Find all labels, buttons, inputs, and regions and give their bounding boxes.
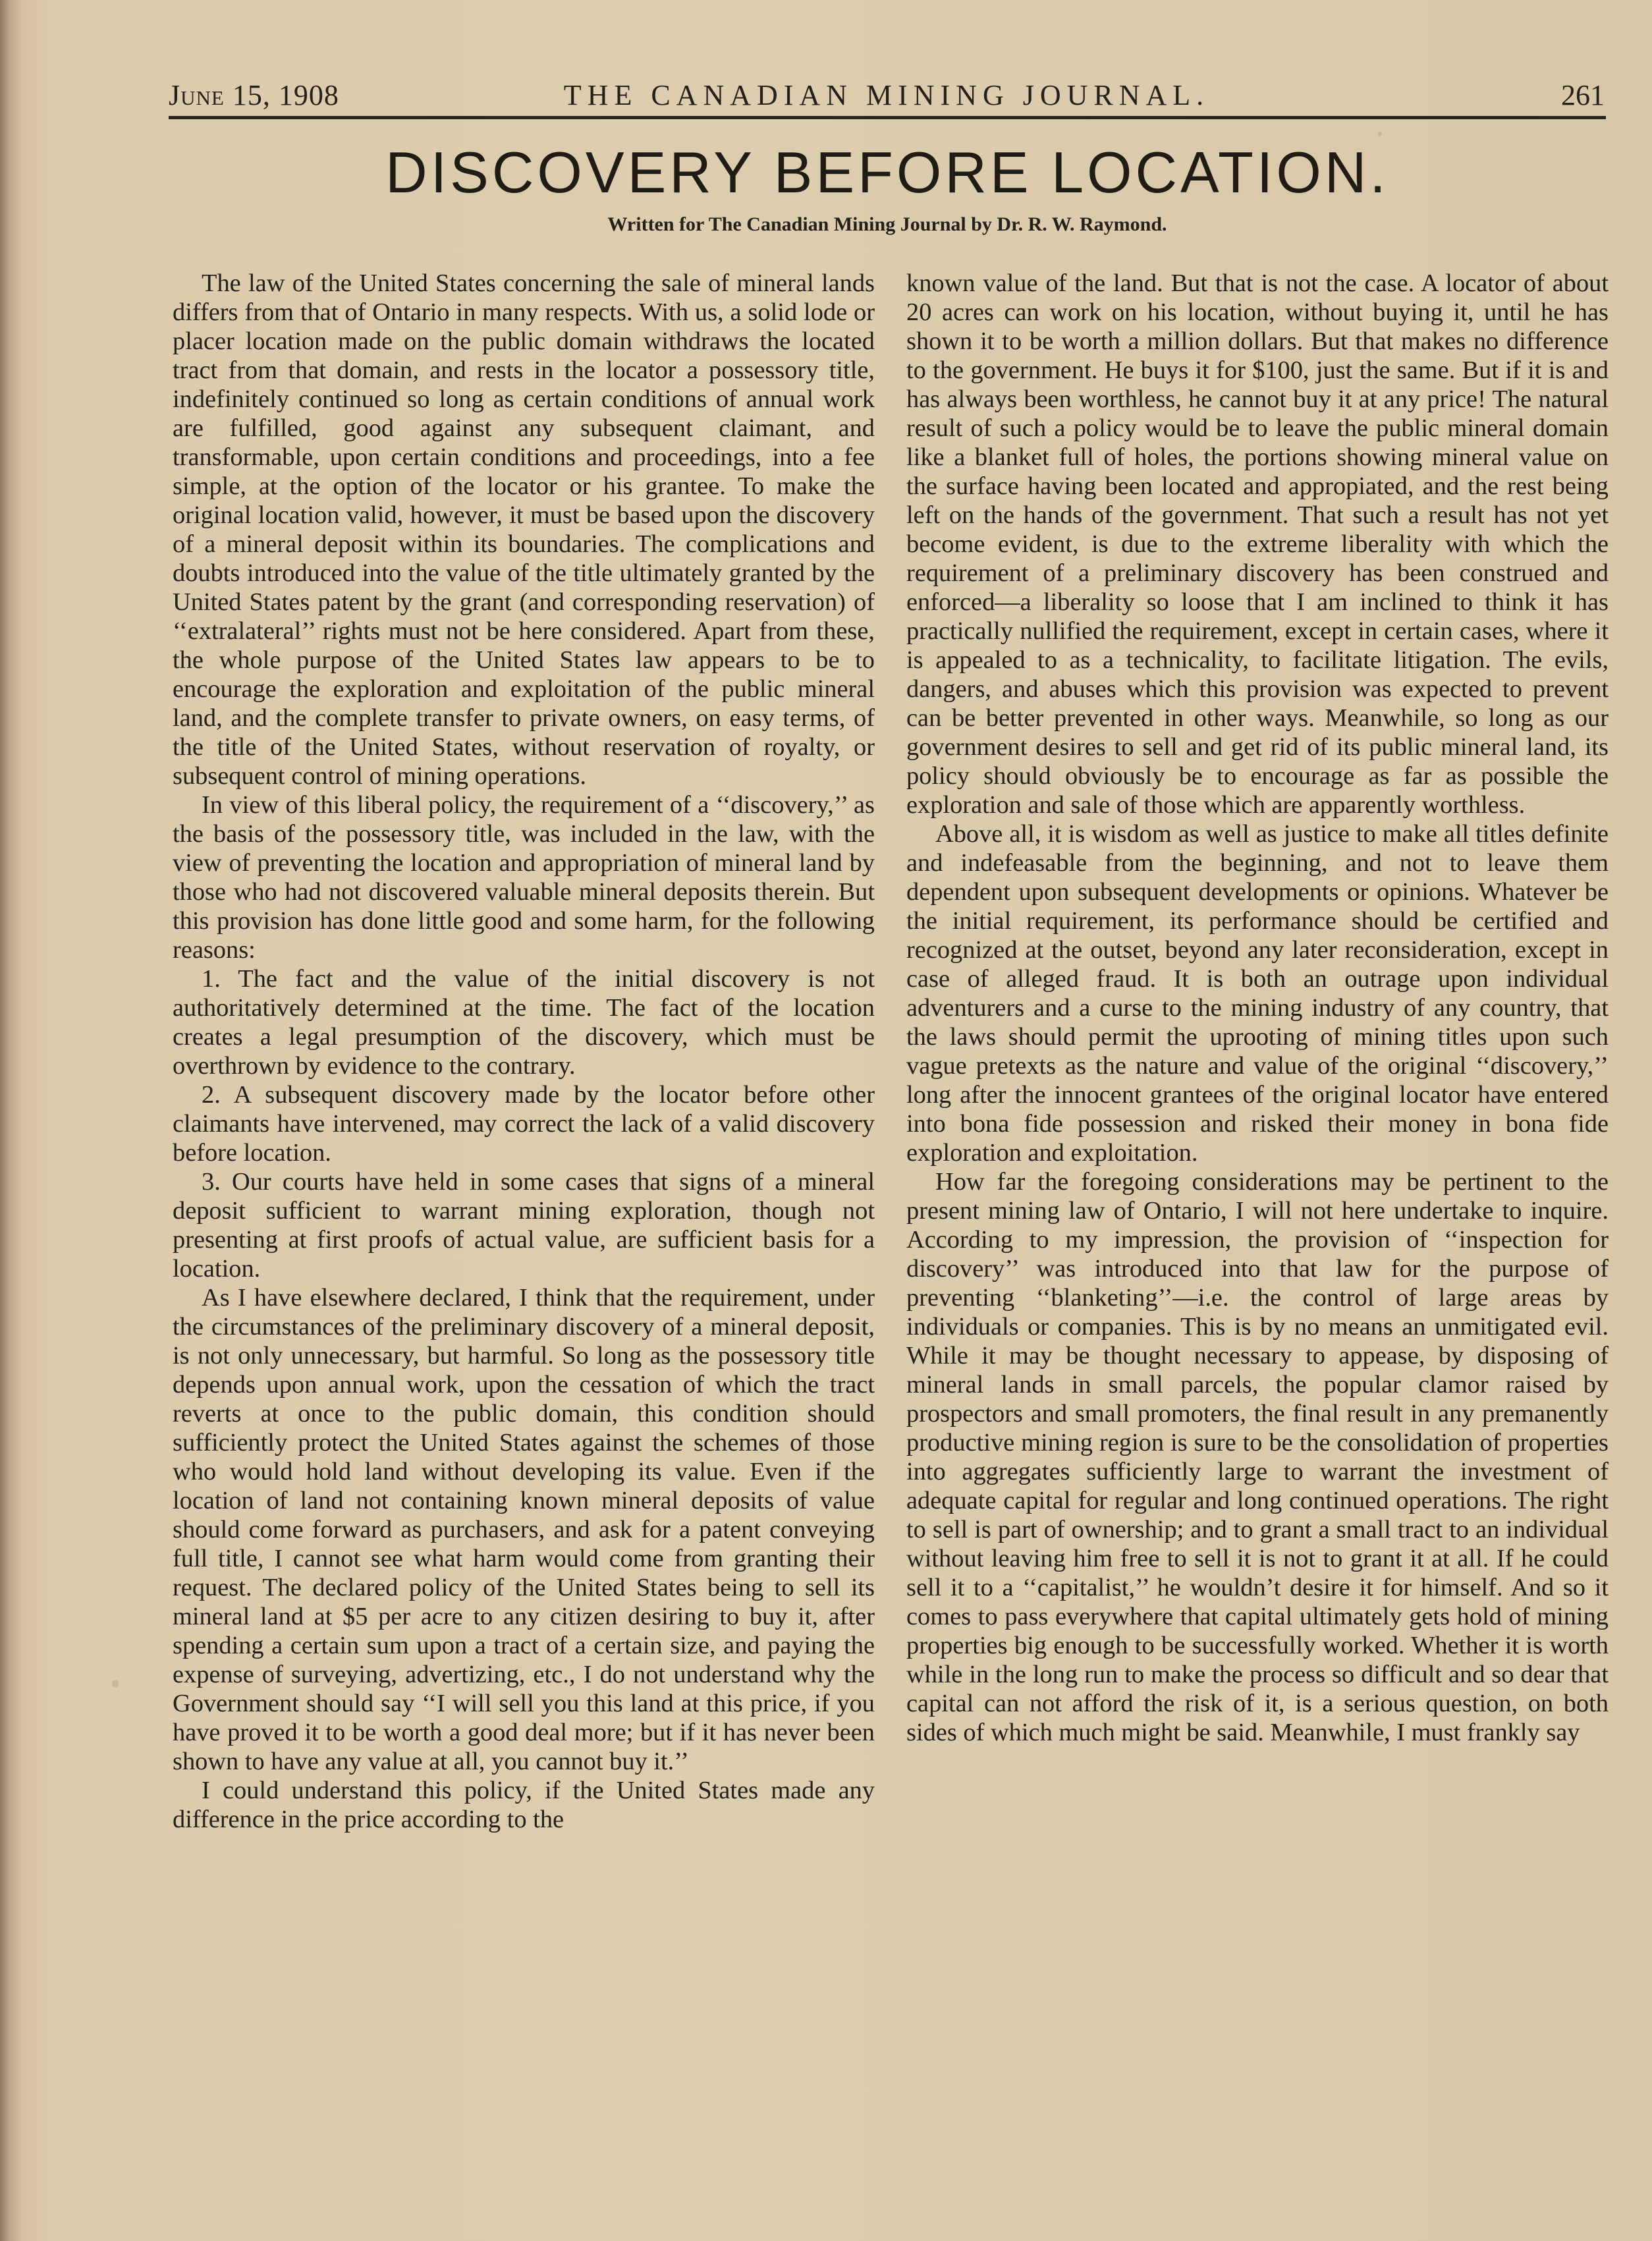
- running-head: [169, 74, 1605, 117]
- article-title: DISCOVERY BEFORE LOCATION.: [385, 140, 1389, 205]
- paragraph: 2. A subsequent discovery made by the locator before other claimants have intervened, may correct the lack of a valid discovery before location.: [173, 1081, 875, 1167]
- issue-date: June 15, 1908: [169, 79, 339, 111]
- paragraph: Above all, it is wisdom as well as justice to make all titles definite and indefeasable from the beginning, and not to leave them dependent upon subsequent developments or opinions. Whatever be the initial requirement, its performance should be certified and recognized at the outset, beyond any later reconsideration, except in case of alleged fraud. It is both an outrage upon individual adventurers and a curse to the mining industry of any country, that the laws should permit the uprooting of mining titles upon such vague pretexts as the nature and value of the original ‘‘discovery,’’ long after the innocent grantees of the original locator have entered into bona fide possession and risked their money in bona fide exploration and exploitation.: [906, 820, 1609, 1167]
- paragraph: As I have elsewhere declared, I think that the requirement, under the circumstances of the preliminary discovery of a mineral deposit, is not only unnecessary, but harmful. So long as the possessory title depends upon annual work, upon the cessation of which the tract reverts at once to the public domain, this condition should sufficiently protect the United States against the schemes of those who would hold land without developing its value. Even if the location of land not containing known mineral deposits of value should come forward as purchasers, and ask for a patent conveying full title, I cannot see what harm would come from granting their request. The declared policy of the United States being to sell its mineral land at $5 per acre to any citizen desiring to buy it, after spending a certain sum upon a tract of a certain size, and paying the expense of surveying, advertizing, etc., I do not understand why the Government should say ‘‘I will sell you this land at this price, if you have proved it to be worth a good deal more; but if it has never been shown to have any value at all, you cannot buy it.’’: [173, 1284, 875, 1775]
- paragraph: In view of this liberal policy, the requirement of a ‘‘discovery,’’ as the basis of the possessory title, was included in the law, with the view of preventing the location and appropriation of mineral land by those who had not discovered valuable mineral deposits therein. But this provision has done little good and some harm, for the following reasons:: [173, 791, 875, 964]
- journal-name: THE CANADIAN MINING JOURNAL.: [563, 79, 1210, 111]
- page-number: 261: [1561, 79, 1605, 111]
- left-column: [173, 269, 875, 1834]
- paper-spot: [112, 1680, 119, 1688]
- paragraph: I could understand this policy, if the United States made any difference in the price according to the: [173, 1777, 875, 1833]
- paragraph: The law of the United States concerning the sale of mineral lands differs from that of Ontario in many respects. With us, a solid lode or placer location made on the public domain withdraws the located tract from that domain, and rests in the locator a possessory title, indefinitely continued so long as certain conditions of annual work are fulfilled, good against any subsequent claimant, and transformable, upon certain conditions and proceedings, into a fee simple, at the option of the locator or his grantee. To make the original location valid, however, it must be based upon the discovery of a mineral deposit within its boundaries. The complications and doubts introduced into the value of the title ultimately granted by the United States patent by the grant (and corresponding reservation) of ‘‘extralateral’’ rights must not be here considered. Apart from these, the whole purpose of the United States law appears to be to encourage the exploration and exploitation of the public mineral land, and the complete transfer to private owners, on easy terms, of the title of the United States, without reservation of royalty, or subsequent control of mining operations.: [173, 269, 875, 790]
- article-byline: Written for The Canadian Mining Journal by Dr. R. W. Raymond.: [607, 213, 1167, 235]
- paragraph: 3. Our courts have held in some cases that signs of a mineral deposit sufficient to warrant mining exploration, though not presenting at first proofs of actual value, are sufficient basis for a location.: [173, 1168, 875, 1283]
- paragraph: How far the foregoing considerations may be pertinent to the present mining law of Ontario, I will not here undertake to inquire. According to my impression, the provision of ‘‘inspection for discovery’’ was introduced into that law for the purpose of preventing ‘‘blanketing’’—i.e. the control of large areas by individuals or companies. This is by no means an unmitigated evil. While it may be thought necessary to appease, by disposing of mineral lands in small parcels, the popular clamor raised by prospectors and small promoters, the final result in any premanently productive mining region is sure to be the consolidation of properties into aggregates sufficiently large to warrant the investment of adequate capital for regular and long continued operations. The right to sell is part of ownership; and to grant a small tract to an individual without leaving him free to sell it is not to grant it at all. If he could sell it to a ‘‘capitalist,’’ he wouldn’t desire it for himself. And so it comes to pass everywhere that capital ultimately gets hold of mining properties big enough to be successfully worked. Whether it is worth while in the long run to make the process so difficult and so dear that capital can not afford the risk of it, is a serious question, on both sides of which much might be said. Meanwhile, I must frankly say: [906, 1168, 1609, 1746]
- right-column: [906, 269, 1609, 1747]
- paragraph: 1. The fact and the value of the initial discovery is not authoritatively determined at the time. The fact of the location creates a legal presumption of the discovery, which must be overthrown by evidence to the contrary.: [173, 965, 875, 1080]
- header-rule: [169, 116, 1606, 119]
- paragraph: known value of the land. But that is not the case. A locator of about 20 acres can work on his location, without buying it, until he has shown it to be worth a million dollars. But that makes no difference to the government. He buys it for $100, just the same. But if it is and has always been worthless, he cannot buy it at any price! The natural result of such a policy would be to leave the public mineral domain like a blanket full of holes, the portions showing mineral value on the surface having been located and appropiated, and the rest being left on the hands of the government. That such a result has not yet become evident, is due to the extreme liberality with which the requirement of a preliminary discovery has been construed and enforced—a liberality so loose that I am inclined to think it has practically nullified the requirement, except in certain cases, where it is appealed to as a technicality, to facilitate litigation. The evils, dangers, and abuses which this provision was expected to prevent can be better prevented in other ways. Meanwhile, so long as our government desires to sell and get rid of its public mineral land, its policy should obviously be to encourage as far as possible the exploration and sale of those which are apparently worthless.: [906, 269, 1609, 819]
